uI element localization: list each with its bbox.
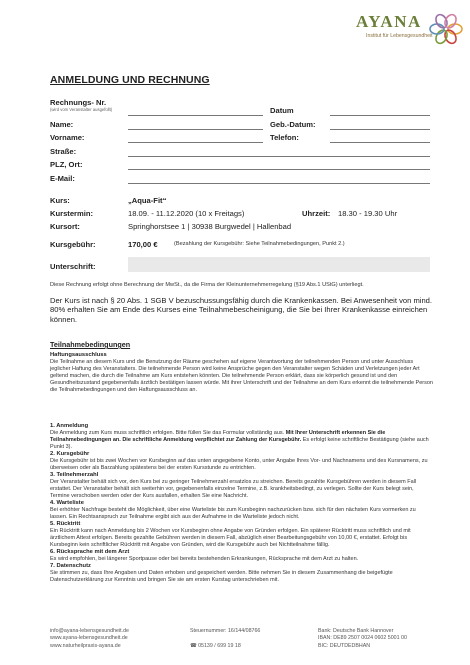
kursort-label: Kursort:	[50, 222, 80, 231]
logo-brand: AYANA	[356, 12, 422, 31]
footer-tax	[190, 628, 260, 650]
unterschrift-label: Unterschrift:	[50, 262, 96, 271]
kursgebuehr-label: Kursgebühr:	[50, 240, 96, 249]
footer-email[interactable]: info@ayana-lebensgesundheit.de	[50, 628, 130, 634]
haftung-heading: Haftungsausschluss	[50, 352, 107, 358]
kurstermin-value: 18.09. - 11.12.2020 (10 x Freitags)	[128, 209, 245, 218]
kasse-note: Der Kurs ist nach § 20 Abs. 1 SGB V bezuschussungsfähig durch die Krankenkassen. Bei Anwesenheit von mind. 80% erhalten Sie am Ende des Kurses eine Teilnahmebescheinigung, die Sie bei Ihrer Krankenkasse einreichen können.	[50, 296, 433, 324]
page-title: ANMELDUNG UND RECHNUNG	[50, 74, 210, 86]
p5-heading: 5. Rücktritt	[50, 521, 81, 527]
uhrzeit-value: 18.30 - 19.30 Uhr	[338, 209, 398, 218]
signature-field[interactable]	[128, 257, 430, 272]
logo-petal	[430, 24, 444, 34]
footer-iban: IBAN: DE89 2507 0024 0602 5001 00	[318, 635, 407, 642]
geb-datum-label: Geb.-Datum:	[270, 120, 316, 129]
geb-datum-field[interactable]	[330, 129, 430, 130]
footer-website-2[interactable]: www.naturheilpraxis-ayana.de	[50, 642, 121, 649]
p1-text-b: Mit Ihrer Unterschrift erkennen Sie die Teilnahmebedingungen an. Die schriftliche Anmeldung verpflichtet zur Zahlung der Kursgebühr.	[50, 430, 386, 443]
name-label: Name:	[50, 120, 74, 129]
datum-label: Datum	[270, 106, 294, 115]
strasse-field[interactable]	[128, 156, 430, 157]
logo-petal	[448, 24, 462, 34]
terms-list	[50, 423, 434, 584]
kurs-value: „Aqua-Fit“	[128, 196, 167, 205]
strasse-label: Straße:	[50, 147, 77, 156]
terms-haftung	[50, 352, 434, 394]
uhrzeit-label: Uhrzeit:	[302, 209, 331, 218]
p5-text: Ein Rücktritt kann nach Anmeldung bis 2 Wochen vor Kursbeginn ohne Angabe von Gründen erfolgen. Ein späterer Rücktritt muss schriftlich und mit ärztlichem Attest erfolgen. Bereits gezahlte Gebühren werden in diesem Fall, abzüglich einer Bearbeitungsgebühr von 10,00 €, erstattet. Erfolgt bis Kursbeginn kein schriftlicher Rücktritt mit Angabe von Gründen, wird die Kursgebühr auch bei Nichtteilnahme fällig.	[50, 528, 411, 548]
kursort-value: Springhorstsee 1 | 30938 Burgwedel | Hallenbad	[128, 222, 292, 231]
p1-text-a: Die Anmeldung zum Kurs muss schriftlich erfolgen. Bitte füllen Sie das Formular vollständig aus.	[50, 430, 285, 436]
flower-logo-icon	[426, 8, 466, 50]
vorname-field[interactable]	[128, 142, 263, 143]
kursgebuehr-note: (Bezahlung der Kursgebühr: Siehe Teilnahmebedingungen, Punkt 2.)	[174, 241, 345, 247]
footer-contact	[50, 628, 129, 650]
vorname-label: Vorname:	[50, 133, 85, 142]
plz-ort-field[interactable]	[128, 169, 430, 170]
p2-text: Die Kursgebühr ist bis zwei Wochen vor Kursbeginn auf das unten angegebene Konto, unter Angabe Ihres Vor- und Nachnamens und des Kursnamens, zu überweisen oder als Barzahlung spätestens bei der ersten Kursstunde zu entrichten.	[50, 458, 428, 471]
p4-heading: 4. Warteliste	[50, 500, 84, 506]
email-field[interactable]	[128, 183, 430, 184]
p2-heading: 2. Kursgebühr	[50, 451, 90, 457]
name-field[interactable]	[128, 129, 263, 130]
email-label: E-Mail:	[50, 174, 75, 183]
footer-spacer	[190, 635, 260, 642]
p1-text-c: Es erfolgt keine schriftliche Bestätigung (siehe auch Punkt 3).	[50, 437, 429, 450]
footer-phone: ☎ 05139 / 699 19 18	[190, 642, 241, 649]
p6-heading: 6. Rücksprache mit dem Arzt	[50, 549, 130, 555]
footer-bic: BIC: DEUTDEDBHAN	[318, 642, 371, 649]
rechnungs-nr-label: Rechnungs- Nr.	[50, 98, 107, 107]
p6-text: Es wird empfohlen, bei längerer Sportpause oder bei bereits bestehenden Erkrankungen, Rücksprache mit dem Arzt zu halten.	[50, 556, 359, 562]
telefon-label: Telefon:	[270, 133, 299, 142]
mwst-note: Diese Rechnung erfolgt ohne Berechnung der MwSt., da die Firma der Kleinunternehmerregelung (§19 Abs.1 UStG) unterliegt.	[50, 282, 364, 288]
haftung-text: Die Teilnahme an diesem Kurs und die Benutzung der Räume geschehen auf eigene Verantwortung der teilnehmenden Person und unter Ausschluss jeglicher Haftung des Veranstalters. Die teilnehmende Person wird keine Ansprüche gegen den Veranstalter wegen Schäden und Verletzungen jeder Art geltend machen, die durch die Teilnahme am Kurs entstehen könnten. Die teilnehmende Person erklärt, dass sie körperlich gesund ist und den Gesundheitszustand gegebenenfalls ärztlich bestätigen lassen würde. Mit ihrer Unterschrift und der Teilnahme an dem Kurs erkennt die teilnehmende Person die Teilnahmebedingungen und den Haftungsausschluss an.	[50, 359, 433, 393]
footer-bank	[318, 628, 407, 650]
footer-website-1[interactable]: www.ayana-lebensgesundheit.de	[50, 635, 128, 642]
rechnungs-nr-field[interactable]	[128, 115, 263, 116]
logo-tagline: Institut für Lebensgesundheit	[366, 33, 433, 39]
p3-text: Der Veranstalter behält sich vor, den Kurs bei zu geringer Teilnehmerzahl ersatzlos zu streichen. Bereits gezahlte Kursgebühren werden in diesem Fall erstattet. Der Veranstalter behält sich weiterhin vor, gegebenenfalls einzelne Termine, z.B. krankheitsbedingt, zu verlegen. Sollte der Kurs belegt sein, Termine verschoben werden oder der Kurs ausfallen, erhalten Sie eine Nachricht.	[50, 479, 417, 499]
p1-heading: 1. Anmeldung	[50, 423, 89, 429]
terms-title: Teilnahmebedingungen	[50, 340, 131, 349]
rechnungs-nr-sub: (wird vom Veranstalter ausgefüllt)	[50, 107, 113, 112]
p1-text	[50, 430, 434, 451]
kursgebuehr-value: 170,00 €	[128, 240, 158, 249]
plz-ort-label: PLZ, Ort:	[50, 160, 83, 169]
ayana-logo	[352, 8, 464, 54]
kurs-label: Kurs:	[50, 196, 70, 205]
telefon-field[interactable]	[330, 142, 430, 143]
p4-text: Bei erhöhter Nachfrage besteht die Möglichkeit, über eine Warteliste bis zum Kursbeginn nachzurücken bzw. sich für den nächsten Kurs vormerken zu lassen. Ein Rechtsanspruch zur Teilnahme ergibt sich aus der Aufnahme in die Warteliste jedoch nicht.	[50, 507, 416, 520]
p7-text: Sie stimmen zu, dass Ihre Angaben und Daten erhoben und gespeichert werden. Bitte nehmen Sie in diesem Zusammenhang die beigefügte Datenschutzerklärung zur Kenntnis und bringen Sie sie am ersten Kurstag unterschrieben mit.	[50, 570, 393, 583]
datum-field[interactable]	[330, 115, 430, 116]
footer-steuernummer: Steuernummer: 16/144/08766	[190, 628, 261, 634]
p7-heading: 7. Datenschutz	[50, 563, 91, 569]
kurstermin-label: Kurstermin:	[50, 209, 94, 218]
footer-bank-name: Bank: Deutsche Bank Hannover	[318, 628, 394, 634]
p3-heading: 3. Teilnehmerzahl	[50, 472, 99, 478]
